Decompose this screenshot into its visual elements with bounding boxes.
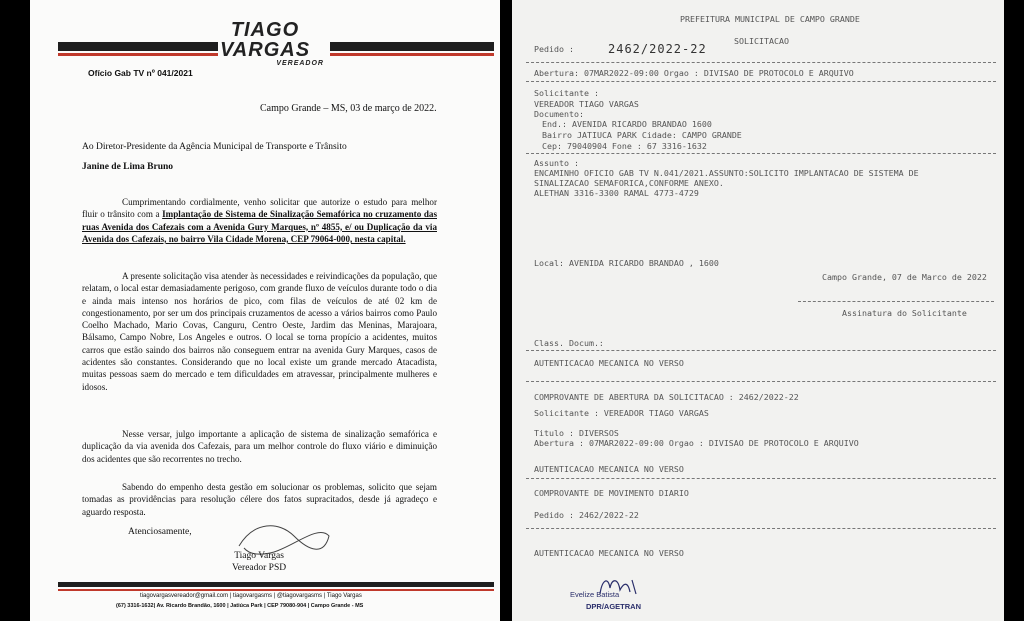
- addressee: Ao Diretor-Presidente da Agência Municipal de Transporte e Trânsito: [82, 142, 347, 152]
- signature-line: [798, 301, 994, 302]
- stamp-department: DPR/AGETRAN: [586, 602, 642, 611]
- header-accent-right: [330, 53, 494, 56]
- signer-name: Tiago Vargas: [234, 551, 284, 561]
- city-date: Campo Grande, 07 de Marco de 2022: [822, 272, 987, 282]
- paragraph-1-highlight: Implantação de Sistema de Sinalização Semafórica no cruzamento das ruas Avenida dos Cafezais com a Avenida Gury Marques, nº 4855, e/ ou Duplicação da via Avenida dos Cafezais, no bairro Vila Cidade Morena, CEP 79064-000, nesta capital.: [82, 209, 437, 244]
- assunto-line1: ENCAMINHO OFICIO GAB TV N.041/2021.ASSUNTO:SOLICITO IMPLANTACAO DE SISTEMA DE: [534, 168, 919, 178]
- signer-role: Vereador PSD: [232, 563, 287, 573]
- letter-date: Campo Grande – MS, 03 de março de 2022.: [260, 103, 437, 114]
- divider: [526, 350, 996, 351]
- paragraph-1: [82, 196, 437, 245]
- oficio-number: Ofício Gab TV nº 041/2021: [88, 68, 193, 78]
- assunto-label: Assunto :: [534, 158, 579, 168]
- abertura: Abertura: 07MAR2022-09:00 Orgao : DIVISAO DE PROTOCOLO E ARQUIVO: [534, 68, 854, 78]
- header-band-left: [58, 42, 218, 51]
- solicitante-2: Solicitante : VEREADOR TIAGO VARGAS: [534, 408, 709, 418]
- slip-subheader: SOLICITACAO: [734, 36, 789, 46]
- assinatura-solicitante: Assinatura do Solicitante: [842, 308, 967, 318]
- divider: [526, 528, 996, 529]
- oficio-letter-page: [30, 0, 500, 621]
- divider: [526, 478, 996, 479]
- paragraph-3-text: Nesse versar, julgo importante a aplicação de sistema de sinalização semafórica e duplicação da via avenida dos Cafezais, para um melhor controle do fluxo viário e diminuição dos acidentes que são recorrentes no trecho.: [82, 429, 437, 464]
- auth-2: AUTENTICACAO MECANICA NO VERSO: [534, 464, 684, 474]
- footer-social: tiagovargasvereador@gmail.com | tiagovargasms | @tiagovargasms | Tiago Vargas: [140, 593, 362, 599]
- divider: [526, 62, 996, 63]
- divider: [526, 153, 996, 154]
- auth-1: AUTENTICACAO MECANICA NO VERSO: [534, 358, 684, 368]
- footer-address: (67) 3316-1632| Av. Ricardo Brandão, 1600 | Jatiúca Park | CEP 79080-904 | Campo Grande - MS: [116, 603, 364, 609]
- tiago-vargas-logo: [206, 20, 324, 74]
- divider: [526, 381, 996, 382]
- closing: Atenciosamente,: [128, 527, 192, 537]
- pedido-label: Pedido :: [534, 44, 574, 54]
- solicitante: VEREADOR TIAGO VARGAS: [534, 99, 639, 109]
- protocol-slip-page: [512, 0, 1004, 621]
- pedido-number: 2462/2022-22: [608, 42, 707, 56]
- footer-band: [58, 582, 494, 587]
- header-band-right: [330, 42, 494, 51]
- assunto-line3: ALETHAN 3316-3300 RAMAL 4773-4729: [534, 188, 699, 198]
- slip-header: PREFEITURA MUNICIPAL DE CAMPO GRANDE: [680, 14, 860, 24]
- pedido-2: Pedido : 2462/2022-22: [534, 510, 639, 520]
- paragraph-4: [82, 481, 437, 518]
- paragraph-4-text: Sabendo do empenho desta gestão em solucionar os problemas, solicito que sejam tomadas as providências para resolução célere dos fatos supracitados, desde já agradeço e aguardo resposta.: [82, 482, 437, 517]
- signature-block: [232, 550, 286, 574]
- divider: [526, 81, 996, 82]
- abertura-2: Abertura : 07MAR2022-09:00 Orgao : DIVISAO DE PROTOCOLO E ARQUIVO: [534, 438, 859, 448]
- titulo: Titulo : DIVERSOS: [534, 428, 619, 438]
- logo-line3: VEREADOR: [276, 60, 324, 67]
- paragraph-2: [82, 270, 437, 393]
- comprovante-abertura: COMPROVANTE DE ABERTURA DA SOLICITACAO : 2462/2022-22: [534, 392, 799, 402]
- class-docum: Class. Docum.:: [534, 338, 604, 348]
- logo-line1: TIAGO: [230, 19, 300, 41]
- bairro: Bairro JATIUCA PARK Cidade: CAMPO GRANDE: [542, 130, 742, 140]
- footer-accent: [58, 589, 494, 591]
- stamp-name: Evelize Batista: [570, 590, 620, 599]
- paragraph-3: [82, 428, 437, 465]
- logo-line2: VARGAS: [219, 39, 311, 61]
- cep: Cep: 79040904 Fone : 67 3316-1632: [542, 141, 707, 151]
- solicitante-label: Solicitante :: [534, 88, 599, 98]
- header-accent-left: [58, 53, 218, 56]
- paragraph-1-text: Cumprimentando cordialmente, venho solicitar que autorize o estudo para melhor fluir o trânsito com a: [82, 197, 437, 220]
- comprovante-movimento: COMPROVANTE DE MOVIMENTO DIARIO: [534, 488, 689, 498]
- local: Local: AVENIDA RICARDO BRANDAO , 1600: [534, 258, 719, 268]
- assunto-line2: SINALIZACAO SEMAFORICA,CONFORME ANEXO.: [534, 178, 724, 188]
- auth-3: AUTENTICACAO MECANICA NO VERSO: [534, 548, 684, 558]
- endereco: End.: AVENIDA RICARDO BRANDAO 1600: [542, 119, 712, 129]
- documento-label: Documento:: [534, 109, 584, 119]
- paragraph-2-text: A presente solicitação visa atender às necessidades e reivindicações da população, que relatam, o local estar demasiadamente perigoso, com grande fluxo de veículos durante todo o dia e ainda mais intenso nos horários de pico, com filas de veículos de até 02 km de congestionamento, por ser um dos principais cruzamentos de acesso a vários bairros como Paulo Coelho Machado, Mario Covas, Canguru, Centro Oeste, Jardim das Meninas, Marajoara, Bálsamo, Campo Nobre, Los Angeles e outros. O local se torna propício a acidentes, muitos carros que estão saindo dos bairros não conseguem entrar na avenida Gury Marques, casos de acidentes são constantes. Considerando que no local existe um grande mercado Atacadista, muitas pessoas saem do mercado e tem dificuldades em atravessar, principalmente mulheres e idosos.: [82, 271, 437, 392]
- addressee-name: Janine de Lima Bruno: [82, 162, 174, 172]
